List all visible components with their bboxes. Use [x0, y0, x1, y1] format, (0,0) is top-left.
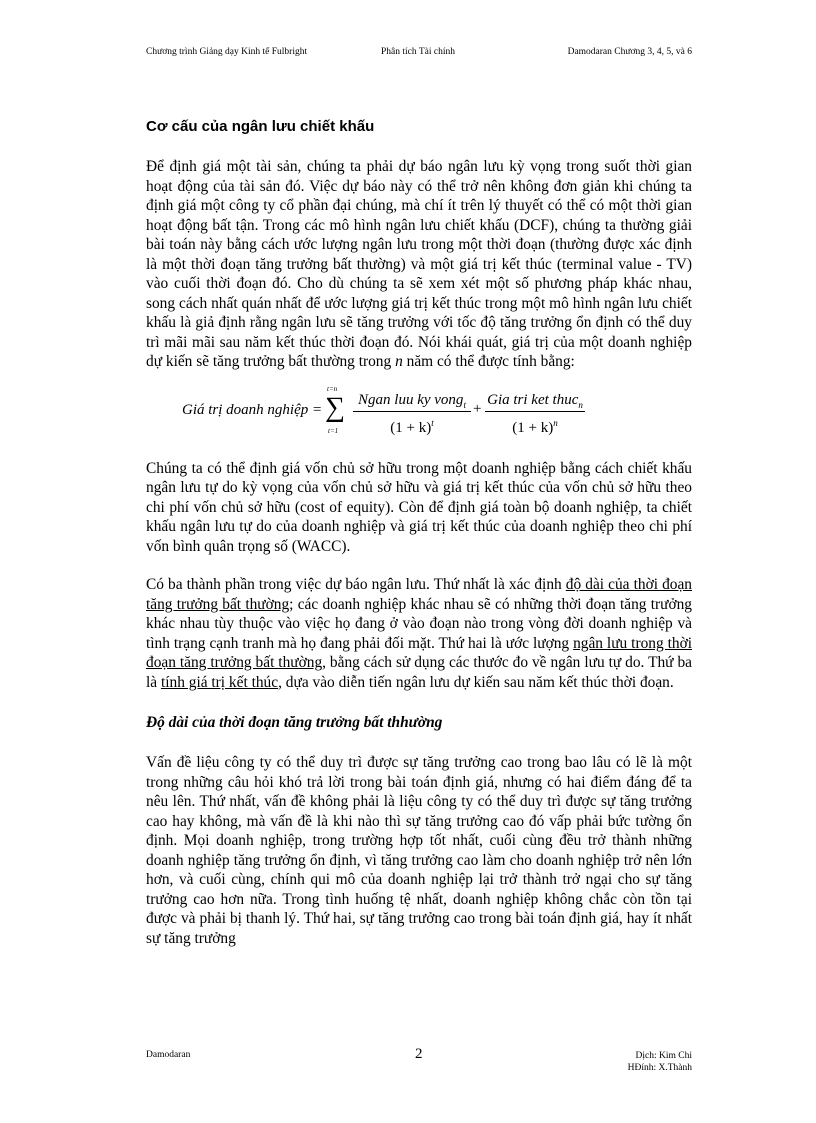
den2-sup: n: [553, 417, 558, 428]
p3-underline-3: tính giá trị kết thúc: [160, 673, 279, 691]
p3-underline-1: độ dài của thời đoạn tăng trưởng bất thường;: [146, 576, 692, 613]
translator-credit: Dịch: Kim Chi: [635, 1051, 692, 1061]
paragraph-2: Chúng ta có thể định giá vốn chủ sở hữu trong một doanh nghiệp bằng cách chiết khấu ngân lưu tự do kỳ vọng của vốn chủ sở hữu và giá trị kết thúc của vốn chủ sở hữu theo chi phí vốn chủ sở hữu (cost of equity). Còn để định giá toàn bộ doanh nghiệp, ta chiết khấu ngân lưu tự do của doanh nghiệp và giá trị kết thúc của doanh nghiệp theo chi phí vốn bình quân trọng số (WACC).: [146, 459, 692, 555]
p3-part4: , dựa vào diễn tiến ngân lưu dự kiến sau năm kết thúc thời đoạn.: [278, 673, 674, 691]
sigma-icon: ∑: [325, 391, 345, 423]
p3-part2: các doanh nghiệp khác nhau sẽ có những thời đoạn tăng trưởng khác nhau tùy thuộc vào việc họ đang ở vào đoạn nào trong vòng đời doanh nghiệp và tình trạng cạnh tranh mà họ đang phải đối mặt. Thứ hai là ước lượng: [146, 595, 692, 652]
footer-left: Damodaran: [146, 1050, 191, 1060]
page-number: 2: [415, 1046, 423, 1062]
p3-underline-2: ngân lưu trong thời đoạn tăng trưởng bất thường,: [146, 634, 693, 671]
fraction-1-numerator: [351, 389, 473, 411]
section-title: Cơ cấu của ngân lưu chiết khấu: [146, 118, 375, 135]
den1-sup: t: [431, 417, 434, 428]
sum-lower-limit: t=1: [328, 426, 339, 435]
p3-part1: Có ba thành phần trong việc dự báo ngân lưu. Thứ nhất là xác định: [146, 576, 566, 593]
header-left: Chương trình Giảng dạy Kinh tế Fulbright: [146, 47, 308, 57]
valuation-formula: [146, 384, 692, 445]
fraction-1-denominator: [351, 412, 473, 434]
num2-text: Gia tri ket thuc: [487, 391, 579, 408]
editor-credit: HĐính: X.Thành: [627, 1063, 692, 1073]
paragraph-1-text: Để định giá một tài sản, chúng ta phải dự báo ngân lưu kỳ vọng trong suốt thời gian hoạt động của tài sản đó. Việc dự báo này có thể trở nên không đơn giản khi chúng ta định giá một công ty cổ phần đại chúng, mà chí ít trên lý thuyết có thể có một thời gian hoạt động bất tận. Trong các mô hình ngân lưu chiết khấu (DCF), chúng ta thường giải bài toán này bằng cách ước lượng ngân lưu trong một thời đoạn (thường được xác định là một thời đoạn tăng trưởng bất thường) và một giá trị kết thúc (terminal value - TV) vào cuối thời đoạn đó. Cho dù chúng ta sẽ xem xét một số phương pháp khác nhau, song cách nhất quán nhất để ước lượng giá trị kết thúc trong một mô hình ngân lưu chiết khấu là giả định rằng ngân lưu sẽ tăng trưởng với tốc độ tăng trưởng ổn định có thể duy trì mãi mãi sau năm kết thúc thời đoạn đó. Nói khái quát, giá trị của một doanh nghiệp dự kiến sẽ tăng trưởng bất thường trong: [146, 158, 692, 370]
footer-right: [628, 1050, 692, 1074]
sum-upper-limit: t=n: [327, 384, 338, 393]
num2-sub: n: [578, 399, 583, 410]
den1-text: (1 + k): [390, 419, 432, 436]
plus-sign: +: [473, 400, 482, 417]
den2-text: (1 + k): [512, 419, 554, 436]
formula-lhs: Giá trị doanh nghiệp =: [182, 401, 323, 418]
page-footer: [146, 1046, 692, 1086]
fraction-2: [483, 389, 587, 434]
header-right: Damodaran Chương 3, 4, 5, và 6: [567, 47, 692, 57]
fraction-2-denominator: [483, 412, 587, 434]
fraction-1: [351, 389, 473, 434]
num1-text: Ngan luu ky vong: [358, 391, 464, 408]
page-content: [146, 118, 692, 948]
paragraph-4: Vấn đề liệu công ty có thể duy trì được sự tăng trưởng cao trong bao lâu có lẽ là một trong những câu hỏi khó trả lời trong bài toán định giá, nhưng có hai điểm đáng để ta nêu lên. Thứ nhất, vấn đề không phải là liệu công ty có thể duy trì được sự tăng trưởng cao hay không, mà vấn đề là khi nào thì sự tăng trưởng cao đó vấp phải bức tường ổn định. Mọi doanh nghiệp, trong trường hợp tốt nhất, cuối cùng đều trở thành những doanh nghiệp tăng trưởng ổn định, vì tăng trưởng cao làm cho doanh nghiệp trở nên lớn hơn, và cuối cùng, chính qui mô của doanh nghiệp lại trở thành trở ngại cho sự tăng trưởng cao hơn nữa. Trong tình huống tệ nhất, doanh nghiệp không chắc còn tồn tại được và phải bị thanh lý. Thứ hai, sự tăng trưởng cao trong bài toán định giá, hay ít nhất sự tăng trưởng: [146, 754, 692, 947]
page-header: [146, 47, 692, 61]
header-center: Phân tích Tài chính: [381, 47, 455, 57]
paragraph-3: [146, 575, 692, 692]
subsection-title: Độ dài của thời đoạn tăng trưởng bất thhường: [146, 714, 443, 731]
sigma-symbol: [325, 384, 349, 437]
num1-sub: t: [463, 399, 466, 410]
paragraph-1: [146, 157, 692, 372]
paragraph-1-var: n: [395, 353, 403, 370]
p3-part3: bằng cách sử dụng các thước đo về ngân lưu tự do. Thứ ba là: [146, 654, 692, 691]
fraction-2-numerator: [483, 389, 587, 411]
paragraph-1-end: năm có thể được tính bằng:: [406, 353, 575, 370]
